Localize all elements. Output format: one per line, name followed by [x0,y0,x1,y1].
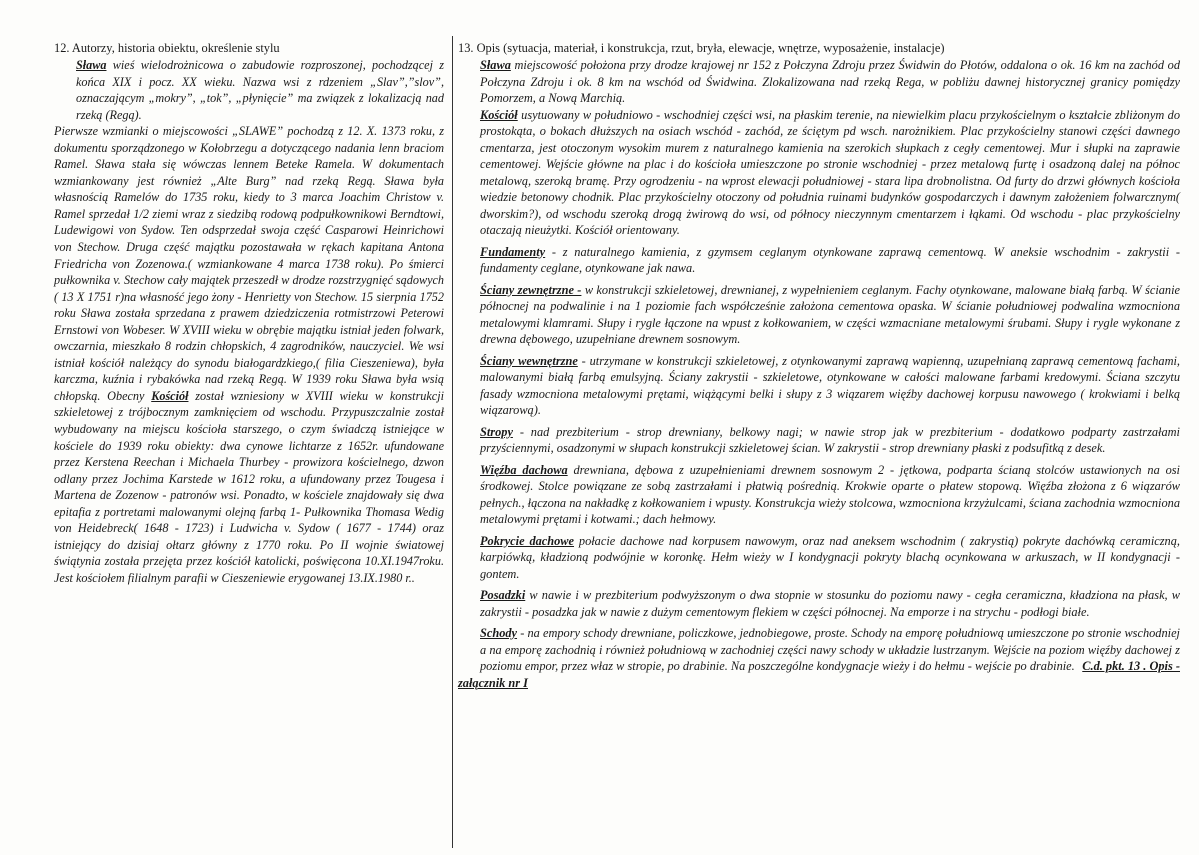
section-internal-walls [458,353,1180,419]
section-text: - z naturalnego kamienia, z gzymsem ceglanym otynkowane zaprawą cementową. W aneksie wschodnim - zakrystii - fundamenty ceglane, otynkowane jak nawa. [480,244,1180,275]
attachment-line [458,675,1180,692]
section-location [458,57,1180,107]
section-keyword: Sława [480,58,511,72]
section-text: usytuowany w południowo - wschodniej części wsi, na płaskim terenie, na niewielkim placu przykościelnym o kształcie zbliżonym do prostokąta, o bokach dłuższych na osiach wschód - zachód, ze ściętym pd wsch. narożnikiem. Plac przykościelny stanowi części dawnego cmentarza, jest otoczonym wysokim murem z naturalnego kamienia na szerokich słupkach z cegły cementowej. Mur i słupki na zaprawie cementowej. Wejście główne na plac i do kościoła umieszczone po stronie wschodniej - przez metalową furtę i osadzoną dalej na północ metalową, szeroką bramę. Przy ogrodzeniu - na wprost elewacji południowej - stara lipa drobnolistna. Od furty do drzwi głównych kościoła wiedzie betonowy chodnik. Plac przykościelny otoczony od południa ruinami budynków gospodarczych i dawnym założeniem folwarcznym( dworskim?), od wschodu szeroką drogą żwirową do wsi, od północy nieczynnym cmentarzem i łąkami. Od wschodu - plac przykościelny otaczają nieużytki. Kościół orientowany. [480,107,1180,237]
section-text: miejscowość położona przy drodze krajowej nr 152 z Połczyna Zdroju przez Świdwin do Płotów, oddalona o ok. 16 km na zachód od Połczyna Zdroju i ok. 8 km na wschód od Świdwina. Zlokalizowana nad rzeką Rega, w pobliżu dawnej historycznej granicy pomiędzy Pomorzem, a Nową Marchią. [480,58,1180,105]
section-keyword: Pokrycie dachowe [480,533,575,548]
attachment-reference: załącznik nr I [458,675,528,690]
history-header: 12. Autorzy, historia obiektu, określenie stylu [54,41,280,55]
section-external-walls [458,282,1180,348]
section-keyword: Ściany wewnętrzne [480,353,578,368]
description-header: 13. Opis (sytuacja, materiał, i konstrukcja, rzut, bryła, elewacje, wnętrze, wyposażenie, instalacje) [458,41,945,55]
history-paragraph-2b-text: został wzniesiony w XVIII wieku w konstrukcji szkieletowej z trójbocznym zamknięciem od wschodu. Przypuszczalnie został wybudowany na miejscu kościoła starszego, o czym świadczą istniejące w kościele do 1939 roku obiekty: dwa cynowe lichtarze z 1652r. ufundowane przez Kerstena Reechan i Michaela Thurbey - prowizora kościelnego, dzwon odlany przez Jochima Karstede w 1612 roku, a ufundowany przez Tougesa i Martena de Zozenow - patronów wsi. Ponadto, w kościele znajdowały się dwa epitafia z portretami malowanymi olejną farbą 1- Pułkownika Thomasa Wedig von Heidebreck( 1648 - 1723) i Ludwicha v. Sydow ( 1677 - 1744) oraz istniejący do dzisiaj ołtarz główny z 1770 roku. Po II wojnie światowej świątynia została przejęta przez kościół katolicki, poświęcona 10.XI.1947roku. Jest kościołem filialnym parafii w Cieszeniewie erygowanej 13.IX.1980 r.. [54,388,444,585]
section-keyword: Ściany zewnętrzne - [480,282,582,297]
section-ceilings [458,424,1180,457]
section-roof-truss [458,462,1180,528]
section-keyword: Fundamenty [480,244,546,259]
history-column [54,40,444,587]
section-keyword: Stropy [480,424,513,439]
history-paragraph-2-text: Pierwsze wzmianki o miejscowości „SLAWE” pochodzą z 12. X. 1373 roku, z dokumentu sporządzonego w Kołobrzegu a dotyczącego nadania lenn braciom Ramel. Sława stała się wówczas lennem Beteke Ramela. W dokumentach wzmiankowany jest również „Alte Burg” nad rzeką Regą. Sława była własnością Ramelów do 1735 roku, kiedy to 3 marca Joachim Christow v. Ramel sprzedał 1/2 ziemi wraz z siedzibą rodową podpułkownikowi Berndtowi, Ludewigowi von Sydow. Ten odsprzedał swoja część Casparowi Heinrichowi von Stechow. Druga część majątku pozostawała w rękach kapitana Antona Friedricha von Zozenowa.( wzmiankowane 4 marca 1738 roku). Po śmierci pułkownika v. Stechow cały majątek przeszedł w drodze rozstrzygnięć sądowych ( 13 X 1751 r)na własność jego żony - Henrietty von Stechow. 15 sierpnia 1752 roku Sława została sprzedana z prawem dziedziczenia rotmistrzowi Peterowi Ernstowi von Wobeser. W XVIII wieku w obrębie majątku istniał jeden folwark, owczarnia, mieszkało 8 rodzin chłopskich, 4 zagrodników, nauczyciel. We wsi istniał kościół należący do synodu białogardzkiego,( filia Cieszeniewa), była karczma, kuźnia i rybakówka nad rzeką Regą. W 1939 roku Sława była wsią chłopską. Obecny [54,124,444,403]
section-roofing [458,533,1180,583]
church-keyword: Kościół [151,388,189,403]
section-stairs [458,625,1180,675]
history-text [54,57,444,587]
section-text: w nawie i w prezbiterium podwyższonym o dwa stopnie w stosunku do poziomu nawy - cegła ceramiczna, kładziona na płask, w zakrystii - posadzka jak w nawie z dużym cementowym flekiem w części północnej. Na emporze i na strychu - podłogi białe. [480,588,1180,619]
village-keyword: Sława [76,58,107,72]
history-paragraph-2 [54,123,444,586]
section-keyword: Więźba dachowa [480,462,568,477]
history-paragraph-1 [54,57,444,123]
section-text: połacie dachowe nad korpusem nawowym, oraz nad aneksem wschodnim ( zakrystią) pokryte dachówką ceramiczną, karpiówką, kładzioną podwójnie w koronkę. Hełm wieży w I kondygnacji pokryty blachą ocynkowana w arkuszach, w II kondygnacji - gontem. [480,533,1180,581]
section-keyword: Posadzki [480,588,526,602]
history-paragraph-1-text: wieś wielodrożnicowa o zabudowie rozproszonej, pochodzącej z końca XIX i pocz. XX wieku. Nazwa wsi z rdzeniem „Slav”,”slov”, oznaczającym „mokry”, „tok”, „płynięcie” ma związek z lokalizacją nad rzeką (Regą). [76,58,445,122]
section-keyword: Schody [480,626,518,640]
continuation-reference: C.d. pkt. 13 . Opis - [1082,659,1180,673]
section-floors [458,587,1180,620]
description-text [458,57,1180,691]
section-keyword: Kościół [480,107,518,122]
column-divider [452,36,453,848]
section-text: drewniana, dębowa z uzupełnieniami drewnem sosnowym 2 - jętkowa, podparta ścianą stolców ustawionych na osi środkowej. Stolce powiązane ze sobą zastrzałami i płatwią pośrednią. Krokwie oparte o płatew stopową. Więźba złożona z 6 wiązarów pełnych., łączona na nakładkę z kołkowaniem i wpusty. Konstrukcja wieży stolcowa, wzmocniona krzyżulcami, ściana zachodnia wzmocniona metalowymi prętami i kotwami.; dach hełmowy. [480,462,1180,526]
section-text: - nad prezbiterium - strop drewniany, belkowy nagi; w nawie strop jak w prezbiterium - dodatkowo podparty zastrzałami przyściennymi, osadzonymi w słupach konstrukcji szkieletowej ścian. W zakrystii - strop drewniany płaski z podsufitką z desek. [480,424,1180,455]
section-text: - na empory schody drewniane, policzkowe, jednobiegowe, proste. Schody na emporę południową umieszczone po stronie wschodniej a na emporę zachodnią i również południową w zachodniej części nawy schody w układzie lustrzanym. Wejście na poziom więźby dachowej z poziomu empor, przez właz w stropie, po drabinie. Na poszczególne kondygnacje wieży i do hełmu - wejście po drabinie. [480,626,1180,673]
section-text: - utrzymane w konstrukcji szkieletowej, z otynkowanymi zaprawą wapienną, uzupełnianą zaprawą cementową fachami, malowanymi białą farbą emulsyjną. Ściany zakrystii - szkieletowe, otynkowane w całości malowane farbami kredowymi. Ściana szczytu fasady wzmocniona metalowymi prętami, wiążącymi belki i słupy z 3 wiązarem więźby dachowej korpusu nawowego ( krokwiami i belką wiązarową). [480,353,1180,417]
description-column [458,40,1180,691]
section-text: w konstrukcji szkieletowej, drewnianej, z wypełnieniem ceglanym. Fachy otynkowane, malowane białą farbą. W ścianie północnej na podwalinie i na 1 poziomie fach współcześnie założona cementowa opaska. W ścianie południowej podwalina wzmocniona metalowymi klamrami. Słupy i rygle łączone na wpust z kołkowaniem, w części wzmacniane metalowymi śrubami. Słupy i rygle wykonane z drewna dębowego, uzupełniane drewnem sosnowym. [480,282,1180,346]
section-foundations [458,244,1180,277]
section-church [458,107,1180,239]
